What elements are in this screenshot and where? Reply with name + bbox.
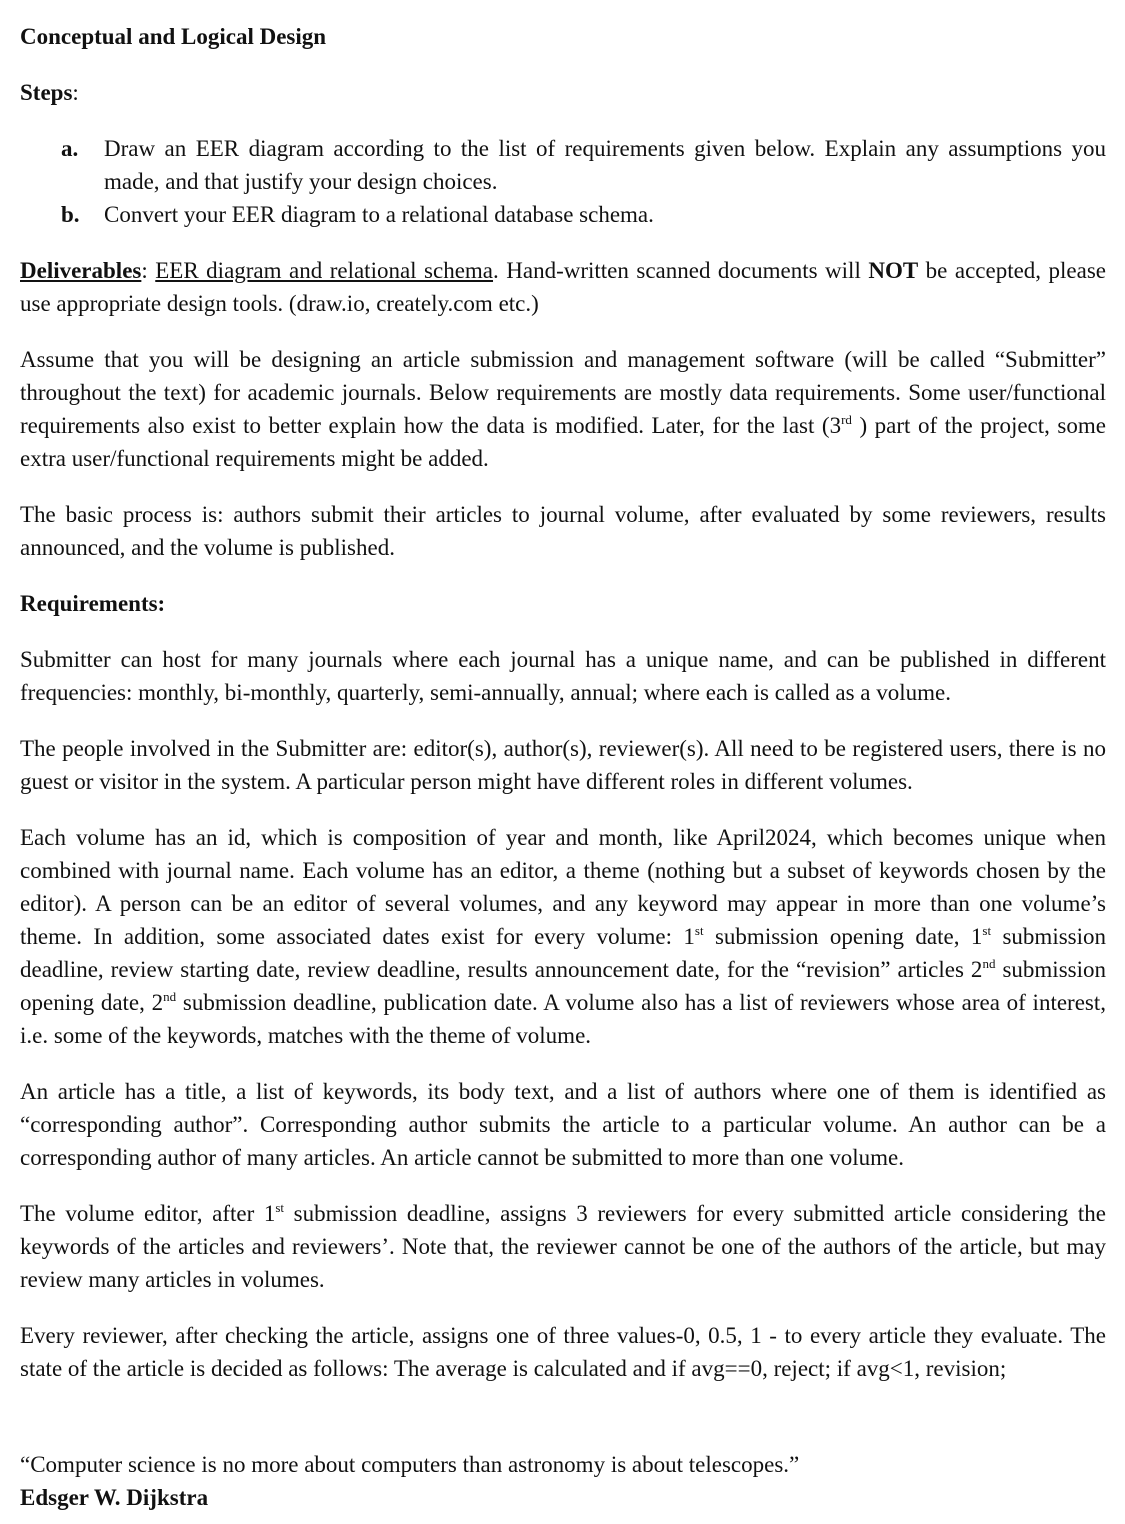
requirement-scoring: Every reviewer, after checking the article, assigns one of three values-0, 0.5, 1 - to every article they evaluate. The state of the article is decided as follows: The average is calculated and if avg==0, reject; if avg<1, revision; [20,1323,1106,1381]
volume-text: submission opening date, 1 [703,924,983,949]
intro-paragraph [20,343,1106,475]
deliverables-colon: : [141,258,156,283]
ordinal-suffix: nd [982,956,996,971]
deliverables-items: EER diagram and relational schema [155,258,494,283]
volume-text: submission deadline, review starting date, review deadline, results announcement date, for the “revision” articles 2 [20,924,1106,982]
deliverables-paragraph [20,254,1106,320]
document-page [20,20,1106,1514]
requirement-review-assignment [20,1197,1106,1296]
step-marker: a. [61,136,79,161]
deliverables-label: Deliverables [20,258,142,283]
deliverables-text: . Hand-written scanned documents will [493,258,869,283]
ordinal-suffix: st [694,923,704,938]
intro-text: Assume that you will be designing an article submission and management software (will be called “Submitter” throughout the text) for academic journals. Below requirements are mostly data requirements. Some user/functional requirements also exist to better explain how the data is modified. Later, for the last (3 [20,347,1106,438]
intro-text-cont: ) part of the project, some extra user/functional requirements might be added. [20,413,1106,471]
process-paragraph: The basic process is: authors submit their articles to journal volume, after evaluated by some reviewers, results announced, and the volume is published. [20,502,1106,560]
deliverables-text-cont: be accepted, please use appropriate design tools. (draw.io, creately.com etc.) [20,258,1107,316]
volume-text: Each volume has an id, which is composition of year and month, like April2024, which becomes unique when combined with journal name. Each volume has an editor, a theme (nothing but a subset of keywords chosen by the editor). A person can be an editor of several volumes, and any keyword may appear in more than one volume’s theme. In addition, some associated dates exist for every volume: 1 [20,825,1106,949]
list-item [61,132,1106,198]
volume-text: submission deadline, publication date. A volume also has a list of reviewers whose area of interest, i.e. some of the keywords, matches with the theme of volume. [20,990,1106,1048]
assignment-text: submission deadline, assigns 3 reviewers for every submitted article considering the keywords of the articles and reviewers’. Note that, the reviewer cannot be one of the authors of the article, but may review many articles in volumes. [20,1201,1106,1292]
ordinal-suffix: st [982,923,992,938]
document-title: Conceptual and Logical Design [20,24,327,49]
step-text: Draw an EER diagram according to the list of requirements given below. Explain any assumptions you made, and that justify your design choices. [104,136,1106,194]
steps-heading-colon: : [72,80,79,105]
quote-text: “Computer science is no more about computers than astronomy is about telescopes.” [20,1452,800,1477]
ordinal-suffix: st [275,1200,285,1215]
list-item [61,198,1106,231]
steps-heading [20,76,1106,109]
requirement-journals: Submitter can host for many journals where each journal has a unique name, and can be published in different frequencies: monthly, bi-monthly, quarterly, semi-annually, annual; where each is called as a volume. [20,647,1106,705]
steps-list [20,132,1106,231]
ordinal-suffix: nd [163,989,177,1004]
assignment-text: The volume editor, after 1 [20,1201,276,1226]
volume-text: submission opening date, 2 [20,957,1106,1015]
requirement-volume [20,821,1106,1052]
step-text: Convert your EER diagram to a relational database schema. [104,202,654,227]
requirements-heading-label: Requirements: [20,591,166,616]
ordinal-suffix: rd [841,412,852,427]
steps-heading-label: Steps [20,80,73,105]
quote-author: Edsger W. Dijkstra [20,1485,209,1510]
step-marker: b. [61,202,80,227]
requirement-article: An article has a title, a list of keywords, its body text, and a list of authors where one of them is identified as “corresponding author”. Corresponding author submits the article to a particular volume. An author can be a corresponding author of many articles. An article cannot be submitted to more than one volume. [20,1079,1106,1170]
deliverables-emphasis: NOT [868,258,919,283]
requirement-people: The people involved in the Submitter are: editor(s), author(s), reviewer(s). All need to be registered users, there is no guest or visitor in the system. A particular person might have different roles in different volumes. [20,736,1106,794]
requirements-heading [20,587,1106,620]
